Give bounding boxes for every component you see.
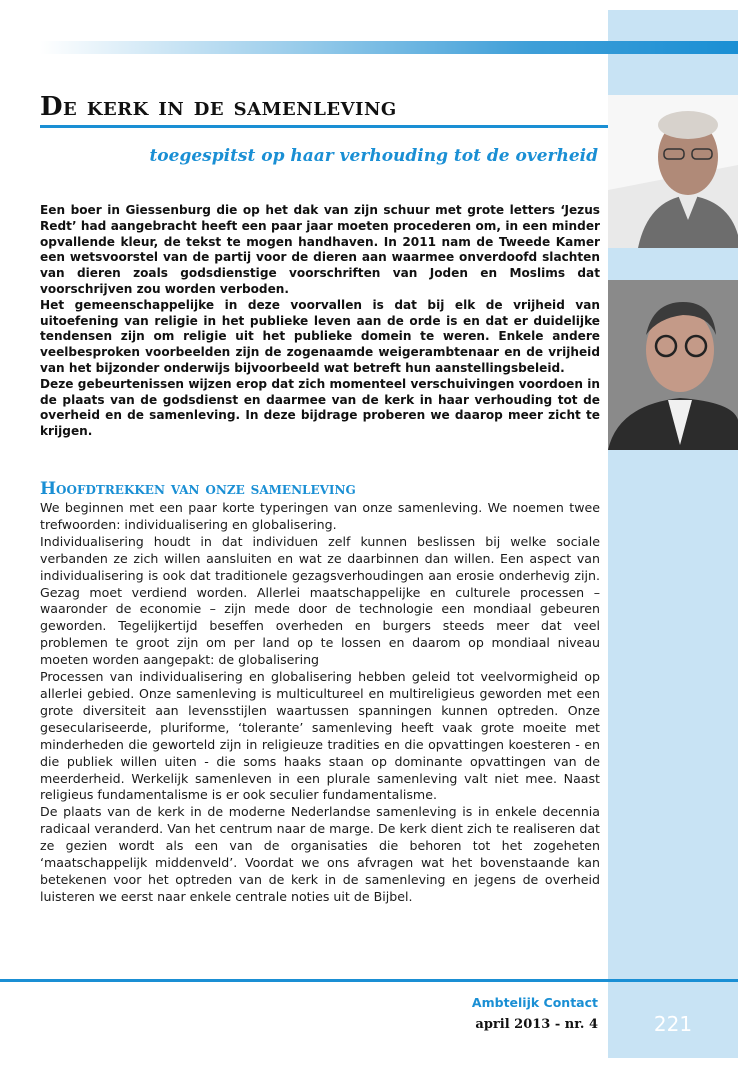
portrait-icon [608, 95, 738, 248]
article-title: De kerk in de samenleving [40, 92, 397, 122]
body-paragraph: Individualisering houdt in dat individuen zelf kunnen beslissen bij welke sociale verbanden ze zich willen aansluiten en wat ze daarbinnen dan willen. Een aspect van individualisering is ook dat traditionele gezagsverhoudingen aan erosie onderhevig zijn. Gezag moet verdiend worden. Allerlei maatschappelijke en culturele processen – waaronder de economie – zijn mede door de technologie een mondiaal gebeuren geworden. Tegelijkertijd beseffen overheden en burgers steeds meer dat veel problemen te groot zijn om per land op te lossen en daarom op mondiaal niveau moeten worden aangepakt: de globalisering [40, 533, 600, 668]
section-heading: Hoofdtrekken van onze samenleving [40, 479, 356, 499]
article-body [40, 500, 600, 906]
author-photo-1 [608, 95, 738, 248]
portrait-icon [608, 280, 738, 450]
body-paragraph: Processen van individualisering en globalisering hebben geleid tot veelvormigheid op allerlei gebied. Onze samenleving is multicultureel en multireligieus geworden met een grote diversiteit aan levensstijlen waartussen spanningen kunnen optreden. Onze geseculariseerde, pluriforme, ‘tolerante’ samenleving heeft vaak grote moeite met minderheden die geworteld zijn in religieuze tradities en die opvattingen koesteren - en die publiek willen uiten - die soms haaks staan op dominante opvattingen van de meerderheid. Werkelijk samenleven in een plurale samenleving valt niet mee. Naast religieus fundamentalisme is er ook seculier fundamentalisme. [40, 669, 600, 803]
magazine-name: Ambtelijk Contact [471, 995, 598, 1010]
article-intro [40, 203, 600, 440]
header-gradient-bar [40, 41, 738, 54]
body-paragraph: De plaats van de kerk in de moderne Nederlandse samenleving is in enkele decennia radicaal veranderd. Van het centrum naar de marge. De kerk dient zich te realiseren dat ze gezien wordt als een van de organisaties die behoren tot het zogeheten ‘maatschappelijk middenveld’. Voordat we ons afvragen wat het bovenstaande kan betekenen voor het optreden van de kerk in de samenleving en jegens de overheid luisteren we eerst naar enkele centrale noties uit de Bijbel. [40, 804, 600, 904]
intro-paragraph: Deze gebeurtenissen wijzen erop dat zich momenteel verschuivingen voordoen in de plaats van de godsdienst en daarmee van de kerk in haar verhouding tot de overheid en de samenleving. In deze bijdrage proberen we daarop meer zicht te krijgen. [40, 376, 600, 439]
footer-divider [0, 979, 738, 982]
author-photo-2 [608, 280, 738, 450]
article-subtitle: toegespitst op haar verhouding tot de overheid [149, 146, 598, 166]
body-paragraph: We beginnen met een paar korte typeringen van onze samenleving. We noemen twee trefwoorden: individualisering en globalisering. [40, 500, 600, 532]
title-divider [40, 125, 608, 128]
intro-paragraph: Het gemeenschappelijke in deze voorvallen is dat bij elk de vrijheid van uitoefening van religie in het publieke leven aan de orde is en dat er duidelijke tendensen zijn om religie uit het publieke domein te weren. Enkele andere veelbesproken voorbeelden zijn de zogenaamde weigerambtenaar en de vrijheid van het bijzonder onderwijs bijvoorbeeld wat betreft hun aanstellingsbeleid. [40, 297, 600, 375]
issue-label: april 2013 - nr. 4 [475, 1017, 598, 1032]
page-number: 221 [653, 1012, 693, 1036]
intro-paragraph: Een boer in Giessenburg die op het dak van zijn schuur met grote letters ‘Jezus Redt’ had aangebracht heeft een paar jaar moeten procederen om, in een minder opvallende kleur, de tekst te mogen handhaven. In 2011 nam de Tweede Kamer een wetsvoorstel van de partij voor de dieren aan waarmee onverdoofd slachten van dieren zoals godsdienstige voorschriften van Joden en Moslims dat voorschrijven zou worden verboden. [40, 203, 600, 296]
